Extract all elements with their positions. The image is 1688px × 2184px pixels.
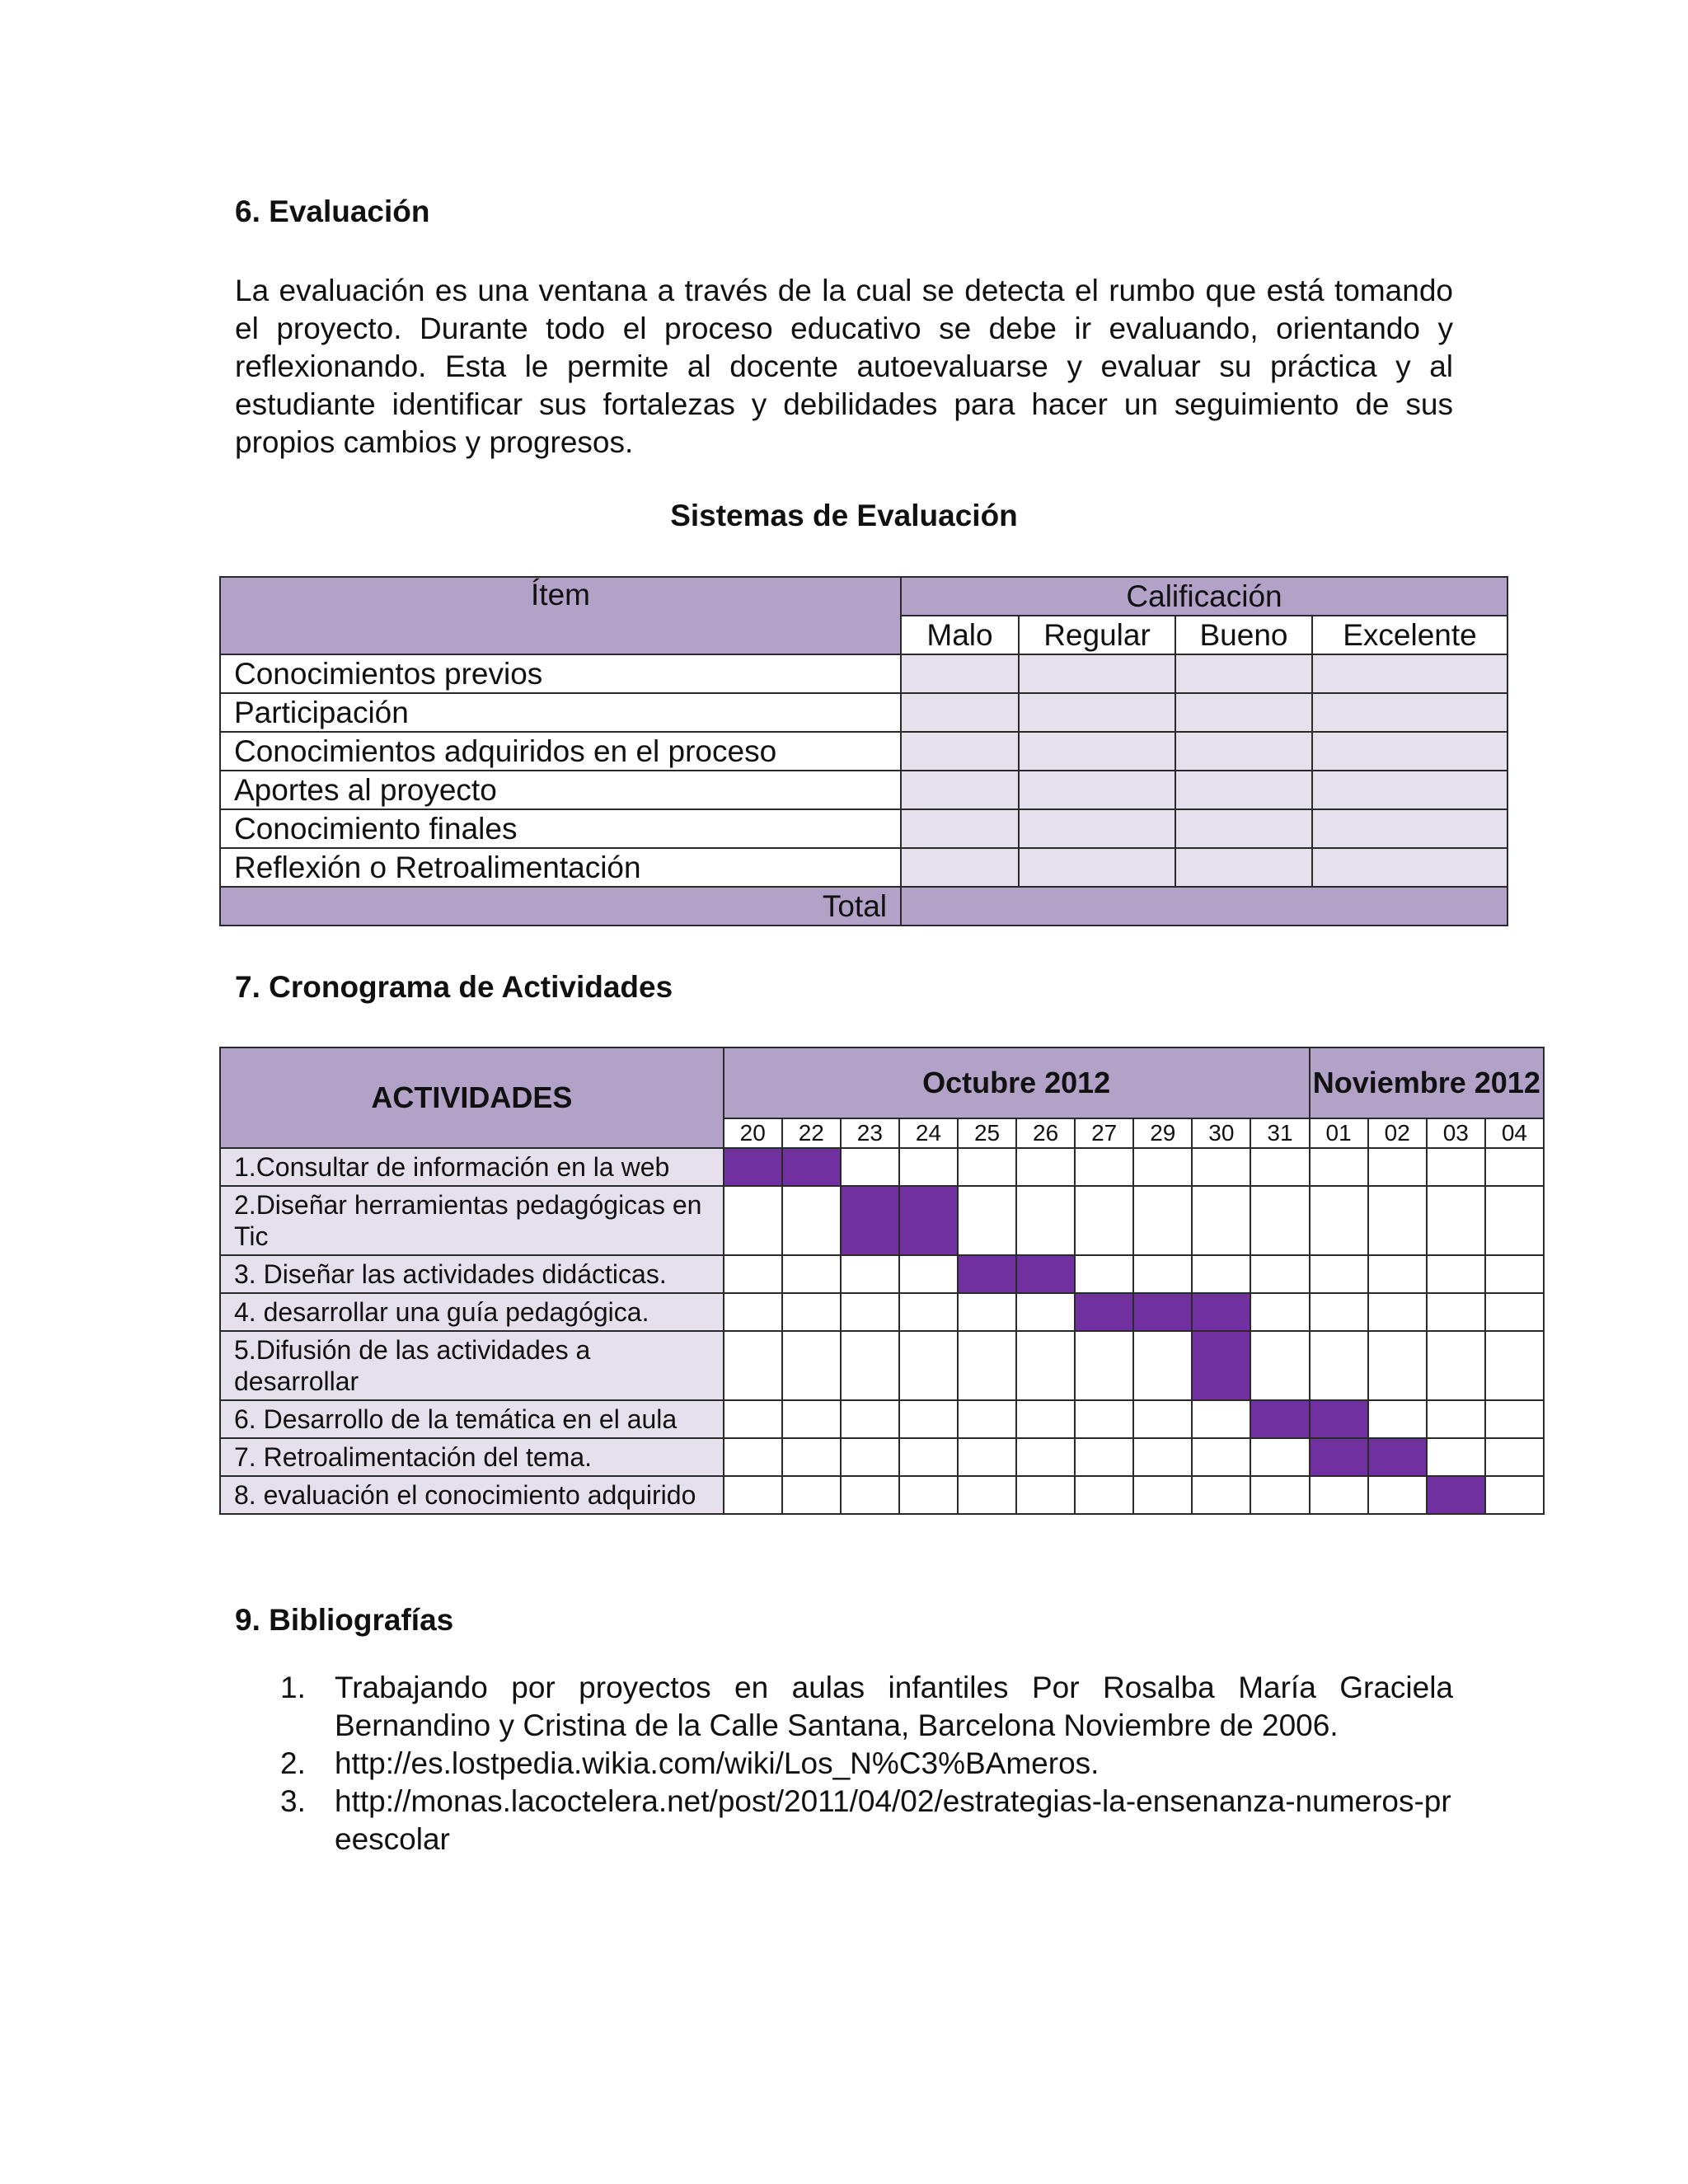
schedule-filled-cell (1192, 1331, 1250, 1400)
schedule-cell (1250, 1186, 1309, 1255)
schedule-cell (782, 1186, 841, 1255)
grade-cell (1175, 771, 1312, 809)
table-row (220, 771, 1507, 809)
grade-cell (1312, 693, 1507, 732)
table-row (220, 1293, 1544, 1331)
schedule-cell (1133, 1331, 1192, 1400)
schedule-cell (899, 1331, 958, 1400)
bibliography-list (280, 1669, 1453, 1858)
schedule-cell (1075, 1438, 1133, 1476)
schedule-cell (958, 1148, 1016, 1186)
day-header: 20 (724, 1118, 782, 1148)
schedule-cell (958, 1331, 1016, 1400)
grade-cell (1175, 693, 1312, 732)
schedule-cell (899, 1400, 958, 1438)
eval-item-label: Conocimiento finales (220, 809, 901, 848)
grade-cell (1175, 732, 1312, 771)
schedule-filled-cell (958, 1255, 1016, 1293)
schedule-filled-cell (1368, 1438, 1427, 1476)
grade-cell (1312, 732, 1507, 771)
schedule-cell (1310, 1476, 1368, 1514)
day-header: 31 (1250, 1118, 1309, 1148)
schedule-cell (1310, 1148, 1368, 1186)
grade-cell (901, 693, 1019, 732)
activities-header: ACTIVIDADES (220, 1047, 724, 1148)
grade-cell (1019, 809, 1175, 848)
schedule-cell (1075, 1186, 1133, 1255)
schedule-cell (1427, 1186, 1485, 1255)
grade-cell (1312, 809, 1507, 848)
schedule-cell (841, 1255, 899, 1293)
schedule-cell (724, 1438, 782, 1476)
grade-cell (1312, 771, 1507, 809)
schedule-cell (1016, 1148, 1075, 1186)
month-october-header: Octubre 2012 (724, 1047, 1310, 1118)
schedule-cell (1485, 1476, 1544, 1514)
grade-cell (1312, 848, 1507, 887)
activity-label: 1.Consultar de información en la web (220, 1148, 724, 1186)
schedule-cell (1075, 1148, 1133, 1186)
schedule-filled-cell (1310, 1438, 1368, 1476)
bibliography-number: 3. (280, 1784, 306, 1818)
schedule-cell (1368, 1148, 1427, 1186)
schedule-cell (1192, 1148, 1250, 1186)
schedule-filled-cell (1427, 1476, 1485, 1514)
schedule-body (220, 1148, 1544, 1514)
schedule-cell (841, 1476, 899, 1514)
schedule-cell (841, 1148, 899, 1186)
schedule-filled-cell (1075, 1293, 1133, 1331)
schedule-cell (899, 1148, 958, 1186)
schedule-filled-cell (1250, 1400, 1309, 1438)
schedule-cell (782, 1331, 841, 1400)
bibliography-item (280, 1783, 1453, 1858)
grade-cell (901, 732, 1019, 771)
grade-malo: Malo (901, 616, 1019, 654)
schedule-cell (1250, 1148, 1309, 1186)
table-row (220, 1255, 1544, 1293)
schedule-cell (1075, 1400, 1133, 1438)
schedule-cell (1133, 1255, 1192, 1293)
day-header: 30 (1192, 1118, 1250, 1148)
table-row (220, 732, 1507, 771)
total-value-cell (901, 887, 1507, 926)
schedule-cell (724, 1293, 782, 1331)
schedule-cell (1192, 1255, 1250, 1293)
table-row (220, 1148, 1544, 1186)
schedule-cell (782, 1255, 841, 1293)
schedule-cell (841, 1400, 899, 1438)
schedule-table (219, 1047, 1545, 1515)
schedule-cell (1016, 1400, 1075, 1438)
schedule-cell (841, 1438, 899, 1476)
schedule-cell (1368, 1400, 1427, 1438)
table-row (220, 1438, 1544, 1476)
schedule-cell (1192, 1438, 1250, 1476)
section-6-heading: 6. Evaluación (235, 194, 430, 228)
schedule-filled-cell (1016, 1255, 1075, 1293)
bibliography-item (280, 1669, 1453, 1745)
grade-cell (901, 771, 1019, 809)
grade-excelente: Excelente (1312, 616, 1507, 654)
schedule-filled-cell (724, 1148, 782, 1186)
table-row (220, 654, 1507, 693)
schedule-cell (1016, 1438, 1075, 1476)
schedule-cell (958, 1438, 1016, 1476)
grade-cell (1175, 654, 1312, 693)
schedule-cell (1310, 1255, 1368, 1293)
schedule-cell (899, 1476, 958, 1514)
schedule-cell (958, 1186, 1016, 1255)
grade-cell (901, 809, 1019, 848)
day-header: 27 (1075, 1118, 1133, 1148)
eval-item-label: Reflexión o Retroalimentación (220, 848, 901, 887)
schedule-cell (782, 1476, 841, 1514)
day-header: 29 (1133, 1118, 1192, 1148)
schedule-cell (841, 1331, 899, 1400)
schedule-cell (899, 1255, 958, 1293)
schedule-cell (1016, 1186, 1075, 1255)
schedule-cell (724, 1255, 782, 1293)
table-row (220, 1476, 1544, 1514)
schedule-cell (1133, 1400, 1192, 1438)
schedule-cell (1485, 1438, 1544, 1476)
schedule-cell (1368, 1293, 1427, 1331)
table-row (220, 1186, 1544, 1255)
activity-label: 2.Diseñar herramientas pedagógicas en Tic (220, 1186, 724, 1255)
schedule-cell (958, 1400, 1016, 1438)
eval-item-label: Aportes al proyecto (220, 771, 901, 809)
schedule-cell (724, 1400, 782, 1438)
grade-cell (901, 654, 1019, 693)
schedule-cell (958, 1476, 1016, 1514)
schedule-cell (1075, 1255, 1133, 1293)
day-header: 03 (1427, 1118, 1485, 1148)
day-header: 24 (899, 1118, 958, 1148)
total-row (220, 887, 1507, 926)
day-header: 23 (841, 1118, 899, 1148)
schedule-cell (1485, 1186, 1544, 1255)
schedule-cell (1250, 1293, 1309, 1331)
grade-cell (1312, 654, 1507, 693)
grade-cell (1175, 848, 1312, 887)
bibliography-item (280, 1745, 1453, 1783)
schedule-cell (724, 1331, 782, 1400)
schedule-filled-cell (841, 1186, 899, 1255)
schedule-cell (1250, 1255, 1309, 1293)
day-header: 22 (782, 1118, 841, 1148)
schedule-cell (1075, 1476, 1133, 1514)
schedule-cell (1250, 1476, 1309, 1514)
bibliography-number: 1. (280, 1671, 306, 1704)
schedule-cell (1016, 1293, 1075, 1331)
grade-cell (1019, 848, 1175, 887)
bibliography-link[interactable]: http://monas.lacoctelera.net/post/2011/04/02/estrategias-la-ensenanza-numeros-preescolar (335, 1784, 1451, 1856)
schedule-cell (1250, 1438, 1309, 1476)
day-header: 25 (958, 1118, 1016, 1148)
schedule-cell (1133, 1148, 1192, 1186)
schedule-cell (1133, 1438, 1192, 1476)
schedule-cell (1368, 1476, 1427, 1514)
schedule-cell (1016, 1331, 1075, 1400)
table-row (220, 809, 1507, 848)
schedule-cell (899, 1293, 958, 1331)
section-7-heading: 7. Cronograma de Actividades (235, 970, 673, 1004)
schedule-cell (1427, 1255, 1485, 1293)
schedule-filled-cell (1133, 1293, 1192, 1331)
schedule-cell (1427, 1331, 1485, 1400)
activity-label: 4. desarrollar una guía pedagógica. (220, 1293, 724, 1331)
schedule-cell (1310, 1331, 1368, 1400)
schedule-cell (1427, 1400, 1485, 1438)
table-row (220, 1400, 1544, 1438)
grade-bueno: Bueno (1175, 616, 1312, 654)
grade-cell (1019, 732, 1175, 771)
schedule-cell (1310, 1186, 1368, 1255)
schedule-cell (1310, 1293, 1368, 1331)
grade-regular: Regular (1019, 616, 1175, 654)
bibliography-number: 2. (280, 1746, 306, 1780)
activity-label: 6. Desarrollo de la temática en el aula (220, 1400, 724, 1438)
schedule-cell (841, 1293, 899, 1331)
schedule-cell (1075, 1331, 1133, 1400)
schedule-cell (1368, 1186, 1427, 1255)
eval-item-label: Conocimientos previos (220, 654, 901, 693)
schedule-cell (1427, 1438, 1485, 1476)
eval-item-label: Participación (220, 693, 901, 732)
schedule-cell (1368, 1331, 1427, 1400)
schedule-cell (1485, 1400, 1544, 1438)
day-header: 04 (1485, 1118, 1544, 1148)
schedule-cell (1250, 1331, 1309, 1400)
schedule-cell (724, 1476, 782, 1514)
grade-cell (1019, 654, 1175, 693)
schedule-cell (782, 1438, 841, 1476)
schedule-cell (724, 1186, 782, 1255)
schedule-cell (1016, 1476, 1075, 1514)
schedule-filled-cell (782, 1148, 841, 1186)
schedule-cell (1133, 1476, 1192, 1514)
schedule-cell (782, 1400, 841, 1438)
schedule-filled-cell (899, 1186, 958, 1255)
schedule-cell (782, 1293, 841, 1331)
grade-cell (1175, 809, 1312, 848)
schedule-cell (1192, 1186, 1250, 1255)
schedule-cell (1192, 1400, 1250, 1438)
table-row (220, 848, 1507, 887)
grade-cell (901, 848, 1019, 887)
schedule-cell (1485, 1255, 1544, 1293)
activity-label: 3. Diseñar las actividades didácticas. (220, 1255, 724, 1293)
schedule-cell (899, 1438, 958, 1476)
table-row (220, 1331, 1544, 1400)
schedule-cell (958, 1293, 1016, 1331)
schedule-filled-cell (1310, 1400, 1368, 1438)
activity-label: 8. evaluación el conocimiento adquirido (220, 1476, 724, 1514)
grade-cell (1019, 771, 1175, 809)
activity-label: 7. Retroalimentación del tema. (220, 1438, 724, 1476)
schedule-cell (1192, 1476, 1250, 1514)
evaluation-paragraph: La evaluación es una ventana a través de la cual se detecta el rumbo que está tomando el proyecto. Durante todo el proceso educativo se debe ir evaluando, orientando y reflexionando. Esta le permite al docente autoevaluarse y evaluar su práctica y al estudiante identificar sus fortalezas y debilidades para hacer un seguimiento de sus propios cambios y progresos. (235, 274, 1453, 459)
section-9-heading: 9. Bibliografías (235, 1603, 454, 1637)
total-label: Total (220, 887, 901, 926)
schedule-cell (1368, 1255, 1427, 1293)
schedule-cell (1133, 1186, 1192, 1255)
bibliography-text: Trabajando por proyectos en aulas infantiles Por Rosalba María Graciela Bernandino y Cristina de la Calle Santana, Barcelona Noviembre de 2006. (335, 1671, 1453, 1742)
month-november-header: Noviembre 2012 (1310, 1047, 1544, 1118)
evaluation-table (219, 576, 1508, 926)
schedule-cell (1427, 1293, 1485, 1331)
schedule-cell (1485, 1148, 1544, 1186)
schedule-cell (1485, 1331, 1544, 1400)
day-header: 26 (1016, 1118, 1075, 1148)
item-header: Ítem (220, 577, 901, 654)
bibliography-link[interactable]: http://es.lostpedia.wikia.com/wiki/Los_N%C3%BAmeros. (335, 1746, 1100, 1780)
day-header: 02 (1368, 1118, 1427, 1148)
schedule-cell (1427, 1148, 1485, 1186)
grade-header: Calificación (901, 577, 1507, 616)
grade-cell (1019, 693, 1175, 732)
schedule-cell (1485, 1293, 1544, 1331)
eval-item-label: Conocimientos adquiridos en el proceso (220, 732, 901, 771)
day-header: 01 (1310, 1118, 1368, 1148)
table-row (220, 693, 1507, 732)
schedule-filled-cell (1192, 1293, 1250, 1331)
evaluation-table-title: Sistemas de Evaluación (670, 499, 1018, 532)
activity-label: 5.Difusión de las actividades a desarrollar (220, 1331, 724, 1400)
